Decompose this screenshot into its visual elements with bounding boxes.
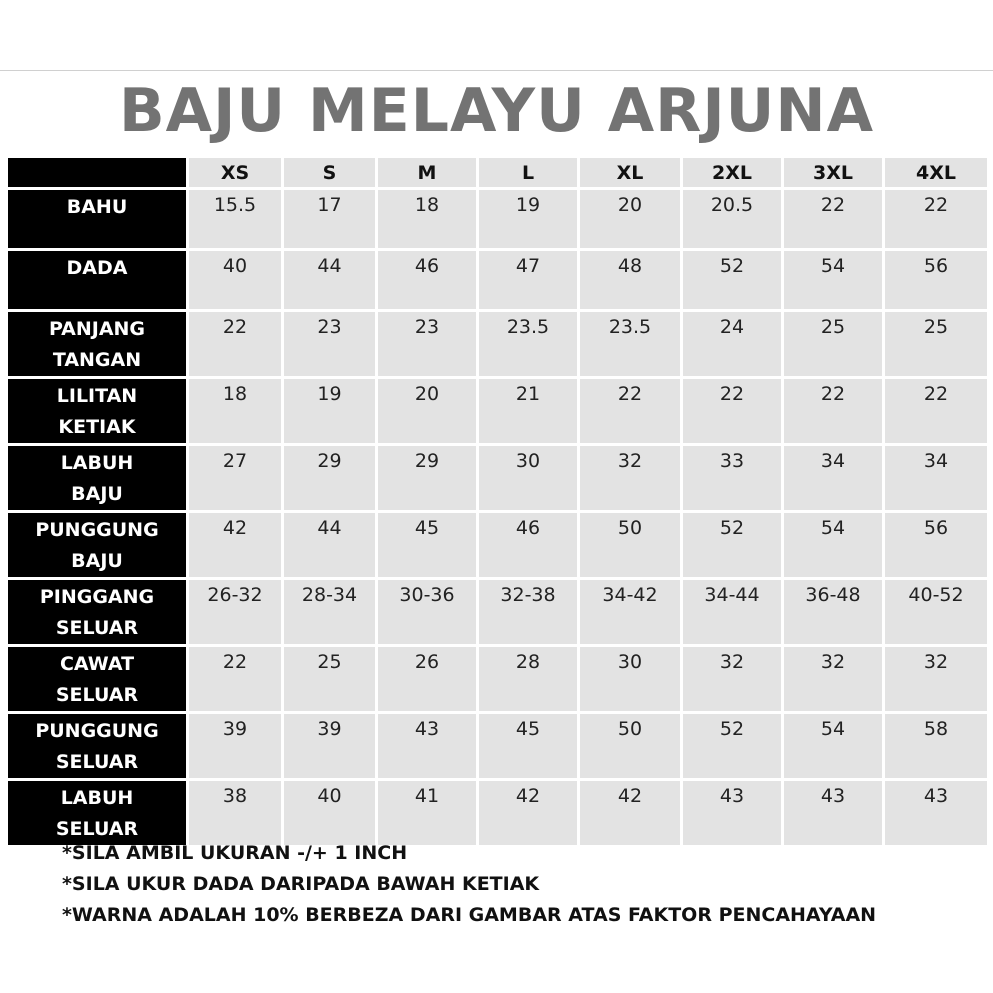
measurement-value-cell: 22 <box>885 379 987 446</box>
measurement-value-cell: 34 <box>784 446 885 513</box>
measurement-label-line: LILITAN <box>56 385 138 407</box>
measurement-value-cell: 54 <box>784 251 885 312</box>
measurement-value-cell: 41 <box>378 781 479 845</box>
measurement-label <box>8 781 189 845</box>
measurement-value-cell: 42 <box>189 513 284 580</box>
measurement-value-cell: 27 <box>189 446 284 513</box>
measurement-value-cell: 30 <box>479 446 580 513</box>
measurement-value-cell: 29 <box>378 446 479 513</box>
measurement-value-cell: 22 <box>683 379 784 446</box>
measurement-label-line: BAJU <box>71 550 123 572</box>
measurement-row <box>8 251 987 312</box>
measurement-value-cell: 42 <box>479 781 580 845</box>
measurement-value-cell: 30-36 <box>378 580 479 647</box>
measurement-value-cell: 50 <box>580 513 683 580</box>
measurement-value-cell: 43 <box>885 781 987 845</box>
measurement-label-line: BAJU <box>71 483 123 505</box>
measurement-value-cell: 52 <box>683 714 784 781</box>
header-corner-cell <box>8 158 189 190</box>
measurement-value-cell: 44 <box>284 513 378 580</box>
size-header-xl: XL <box>580 158 683 190</box>
measurement-value-cell: 25 <box>284 647 378 714</box>
measurement-value-cell: 32 <box>580 446 683 513</box>
measurement-value-cell: 19 <box>284 379 378 446</box>
size-chart-table <box>8 158 987 845</box>
measurement-value-cell: 46 <box>378 251 479 312</box>
measurement-row <box>8 781 987 845</box>
notes-block <box>62 838 876 931</box>
measurement-value-cell: 45 <box>479 714 580 781</box>
size-chart-body <box>8 190 987 845</box>
measurement-value-cell: 23 <box>378 312 479 379</box>
measurement-label <box>8 312 189 379</box>
measurement-value-cell: 23 <box>284 312 378 379</box>
measurement-label <box>8 647 189 714</box>
measurement-label-line: LABUH <box>60 452 134 474</box>
measurement-label-line: BAHU <box>66 196 128 218</box>
measurement-value-cell: 58 <box>885 714 987 781</box>
measurement-value-cell: 26 <box>378 647 479 714</box>
measurement-label-line: PANJANG <box>48 318 146 340</box>
measurement-label <box>8 513 189 580</box>
measurement-value-cell: 34 <box>885 446 987 513</box>
measurement-value-cell: 22 <box>784 190 885 251</box>
measurement-label <box>8 446 189 513</box>
measurement-value-cell: 22 <box>885 190 987 251</box>
measurement-value-cell: 29 <box>284 446 378 513</box>
measurement-value-cell: 46 <box>479 513 580 580</box>
measurement-value-cell: 32 <box>885 647 987 714</box>
measurement-value-cell: 25 <box>885 312 987 379</box>
measurement-value-cell: 22 <box>189 312 284 379</box>
measurement-value-cell: 54 <box>784 513 885 580</box>
size-header-s: S <box>284 158 378 190</box>
size-header-m: M <box>378 158 479 190</box>
measurement-label <box>8 580 189 647</box>
measurement-value-cell: 18 <box>189 379 284 446</box>
measurement-value-cell: 32 <box>784 647 885 714</box>
measurement-label-line: SELUAR <box>55 617 139 639</box>
measurement-value-cell: 22 <box>189 647 284 714</box>
measurement-row <box>8 190 987 251</box>
measurement-value-cell: 20 <box>580 190 683 251</box>
measurement-label-line: PUNGGUNG <box>35 720 159 742</box>
measurement-label-line: SELUAR <box>55 684 139 706</box>
measurement-value-cell: 28 <box>479 647 580 714</box>
measurement-row <box>8 312 987 379</box>
measurement-label-line: KETIAK <box>58 416 136 438</box>
measurement-value-cell: 17 <box>284 190 378 251</box>
measurement-value-cell: 34-44 <box>683 580 784 647</box>
measurement-value-cell: 44 <box>284 251 378 312</box>
measurement-value-cell: 52 <box>683 513 784 580</box>
measurement-label-line: PINGGANG <box>39 586 155 608</box>
measurement-row <box>8 647 987 714</box>
measurement-value-cell: 22 <box>580 379 683 446</box>
measurement-value-cell: 25 <box>784 312 885 379</box>
measurement-value-cell: 39 <box>189 714 284 781</box>
top-divider <box>0 70 993 71</box>
measurement-value-cell: 24 <box>683 312 784 379</box>
measurement-value-cell: 33 <box>683 446 784 513</box>
measurement-label-line: TANGAN <box>52 349 142 371</box>
measurement-value-cell: 18 <box>378 190 479 251</box>
measurement-label <box>8 379 189 446</box>
measurement-value-cell: 36-48 <box>784 580 885 647</box>
measurement-row <box>8 446 987 513</box>
measurement-label <box>8 251 189 312</box>
note-line: *SILA AMBIL UKURAN -/+ 1 INCH <box>62 842 408 864</box>
size-header-3xl: 3XL <box>784 158 885 190</box>
measurement-value-cell: 54 <box>784 714 885 781</box>
measurement-row <box>8 580 987 647</box>
measurement-label-line: CAWAT <box>59 653 135 675</box>
measurement-value-cell: 28-34 <box>284 580 378 647</box>
size-header-2xl: 2XL <box>683 158 784 190</box>
measurement-row <box>8 714 987 781</box>
measurement-value-cell: 43 <box>683 781 784 845</box>
measurement-value-cell: 26-32 <box>189 580 284 647</box>
size-header-xs: XS <box>189 158 284 190</box>
measurement-label-line: PUNGGUNG <box>35 519 159 541</box>
measurement-value-cell: 32 <box>683 647 784 714</box>
measurement-value-cell: 56 <box>885 513 987 580</box>
measurement-value-cell: 39 <box>284 714 378 781</box>
note-line: *SILA UKUR DADA DARIPADA BAWAH KETIAK <box>62 873 540 895</box>
measurement-label-line: SELUAR <box>55 751 139 773</box>
measurement-value-cell: 30 <box>580 647 683 714</box>
measurement-value-cell: 21 <box>479 379 580 446</box>
measurement-value-cell: 38 <box>189 781 284 845</box>
measurement-value-cell: 20.5 <box>683 190 784 251</box>
note-line: *WARNA ADALAH 10% BERBEZA DARI GAMBAR ATAS FAKTOR PENCAHAYAAN <box>62 904 877 926</box>
measurement-value-cell: 20 <box>378 379 479 446</box>
measurement-value-cell: 43 <box>784 781 885 845</box>
size-header-row <box>8 158 987 190</box>
measurement-value-cell: 47 <box>479 251 580 312</box>
measurement-row <box>8 513 987 580</box>
size-header-4xl: 4XL <box>885 158 987 190</box>
measurement-value-cell: 22 <box>784 379 885 446</box>
measurement-value-cell: 23.5 <box>580 312 683 379</box>
measurement-value-cell: 50 <box>580 714 683 781</box>
measurement-label <box>8 190 189 251</box>
measurement-label-line: SELUAR <box>55 818 139 840</box>
measurement-row <box>8 379 987 446</box>
size-header-l: L <box>479 158 580 190</box>
page-title: BAJU MELAYU ARJUNA <box>118 76 875 146</box>
measurement-value-cell: 15.5 <box>189 190 284 251</box>
measurement-label-line: DADA <box>66 257 128 279</box>
measurement-value-cell: 56 <box>885 251 987 312</box>
measurement-value-cell: 40 <box>284 781 378 845</box>
measurement-value-cell: 19 <box>479 190 580 251</box>
measurement-value-cell: 23.5 <box>479 312 580 379</box>
measurement-value-cell: 42 <box>580 781 683 845</box>
measurement-value-cell: 40 <box>189 251 284 312</box>
measurement-value-cell: 32-38 <box>479 580 580 647</box>
measurement-value-cell: 45 <box>378 513 479 580</box>
measurement-label <box>8 714 189 781</box>
measurement-value-cell: 43 <box>378 714 479 781</box>
measurement-value-cell: 40-52 <box>885 580 987 647</box>
measurement-value-cell: 48 <box>580 251 683 312</box>
measurement-label-line: LABUH <box>60 787 134 809</box>
measurement-value-cell: 34-42 <box>580 580 683 647</box>
measurement-value-cell: 52 <box>683 251 784 312</box>
